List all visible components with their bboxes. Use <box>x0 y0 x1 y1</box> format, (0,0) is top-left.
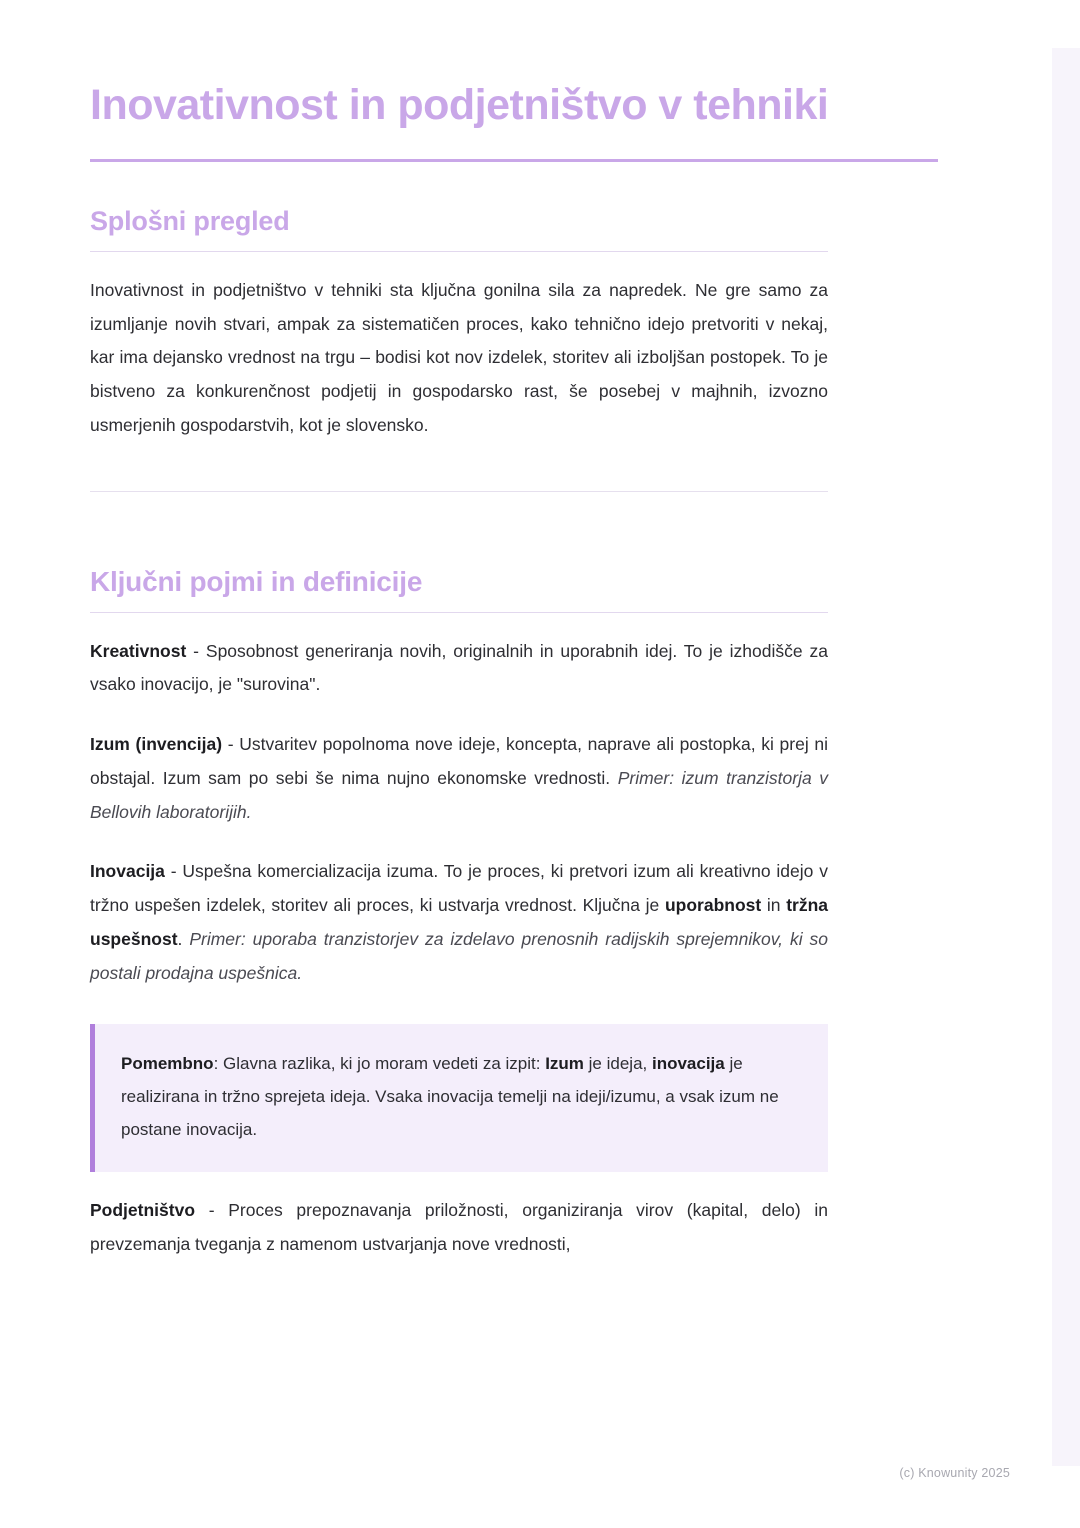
term-dash: - <box>164 861 183 882</box>
term-emphasis-trzna-uspesnost: tržna uspešnost <box>90 895 828 949</box>
term-definition: Ustvaritev popolnoma nove ideje, koncepta, naprave ali postopka, ki prej ni obstajal. Izum sam po sebi še nima nujno ekonomske vrednosti. <box>90 734 828 788</box>
callout-emphasis-inovacija: inovacija <box>651 1054 725 1074</box>
term-definition: Sposobnost generiranja novih, originalnih in uporabnih idej. To je izhodišče za vsako inovacijo, je "surovina". <box>90 640 828 695</box>
term-definition-part1: Uspešna komercializacija izuma. To je proces, ki pretvori izum ali kreativno idejo v tržno uspešen izdelek, storitev ali proces, ki ustvarja vrednost. Ključna je <box>90 861 828 916</box>
term-kreativnost <box>90 635 828 703</box>
section-heading-key-terms: Ključni pojmi in definicije <box>90 565 423 597</box>
term-label-inovacija: Inovacija <box>90 861 165 882</box>
term-label-podjetnistvo: Podjetništvo <box>90 1200 196 1221</box>
section-divider-overview <box>90 251 828 252</box>
title-divider <box>90 159 938 162</box>
content-divider <box>90 491 828 492</box>
page-title: Inovativnost in podjetništvo v tehniki <box>90 81 829 129</box>
callout-text-part2: je ideja, <box>583 1054 652 1074</box>
term-emphasis-uporabnost: uporabnost <box>664 895 762 916</box>
document-content <box>90 80 938 1262</box>
term-dash: - <box>186 640 206 661</box>
term-definition-part3: . <box>177 928 190 949</box>
term-dash: - <box>195 1200 229 1221</box>
callout-text-part1: : Glavna razlika, ki jo moram vedeti za izpit: <box>213 1054 546 1074</box>
term-definition-part2: in <box>761 895 787 916</box>
term-example: Primer: izum tranzistorja v Bellovih laboratorijih. <box>90 767 828 822</box>
term-inovacija <box>90 855 828 990</box>
term-podjetnistvo <box>90 1194 828 1262</box>
term-definition: Proces prepoznavanja priložnosti, organiziranja virov (kapital, delo) in prevzemanja tveganja z namenom ustvarjanja nove vrednosti, <box>90 1200 828 1255</box>
term-label-izum: Izum (invencija) <box>90 734 223 755</box>
page-edge-band <box>1052 48 1080 1466</box>
callout-important <box>90 1024 828 1172</box>
term-izum <box>90 728 828 829</box>
term-dash: - <box>222 734 240 755</box>
callout-emphasis-izum: Izum <box>545 1054 584 1074</box>
overview-paragraph: Inovativnost in podjetništvo v tehniki sta ključna gonilna sila za napredek. Ne gre samo za izumljanje novih stvari, ampak za sistematičen proces, kako tehnično idejo pretvoriti v nekaj, kar ima dejansko vrednost na trgu – bodisi kot nov izdelek, storitev ali izboljšan postopek. To je bistveno za konkurenčnost podjetij in gospodarsko rast, še posebej v majhnih, izvozno usmerjenih gospodarstvih, kot je slovensko. <box>90 279 828 435</box>
callout-label: Pomembno <box>121 1054 214 1074</box>
footer-copyright: (c) Knowunity 2025 <box>899 1466 1010 1480</box>
callout-text <box>121 1048 800 1146</box>
callout-text-part3: je realizirana in tržno sprejeta ideja. Vsaka inovacija temelji na ideji/izumu, a vsak izum ne postane inovacija. <box>121 1054 779 1139</box>
section-heading-overview: Splošni pregled <box>90 205 290 236</box>
section-divider-key-terms <box>90 612 828 613</box>
term-label-kreativnost: Kreativnost <box>90 640 187 661</box>
term-example: Primer: uporaba tranzistorjev za izdelavo prenosnih radijskih sprejemnikov, ki so postali prodajna uspešnica. <box>90 928 828 983</box>
